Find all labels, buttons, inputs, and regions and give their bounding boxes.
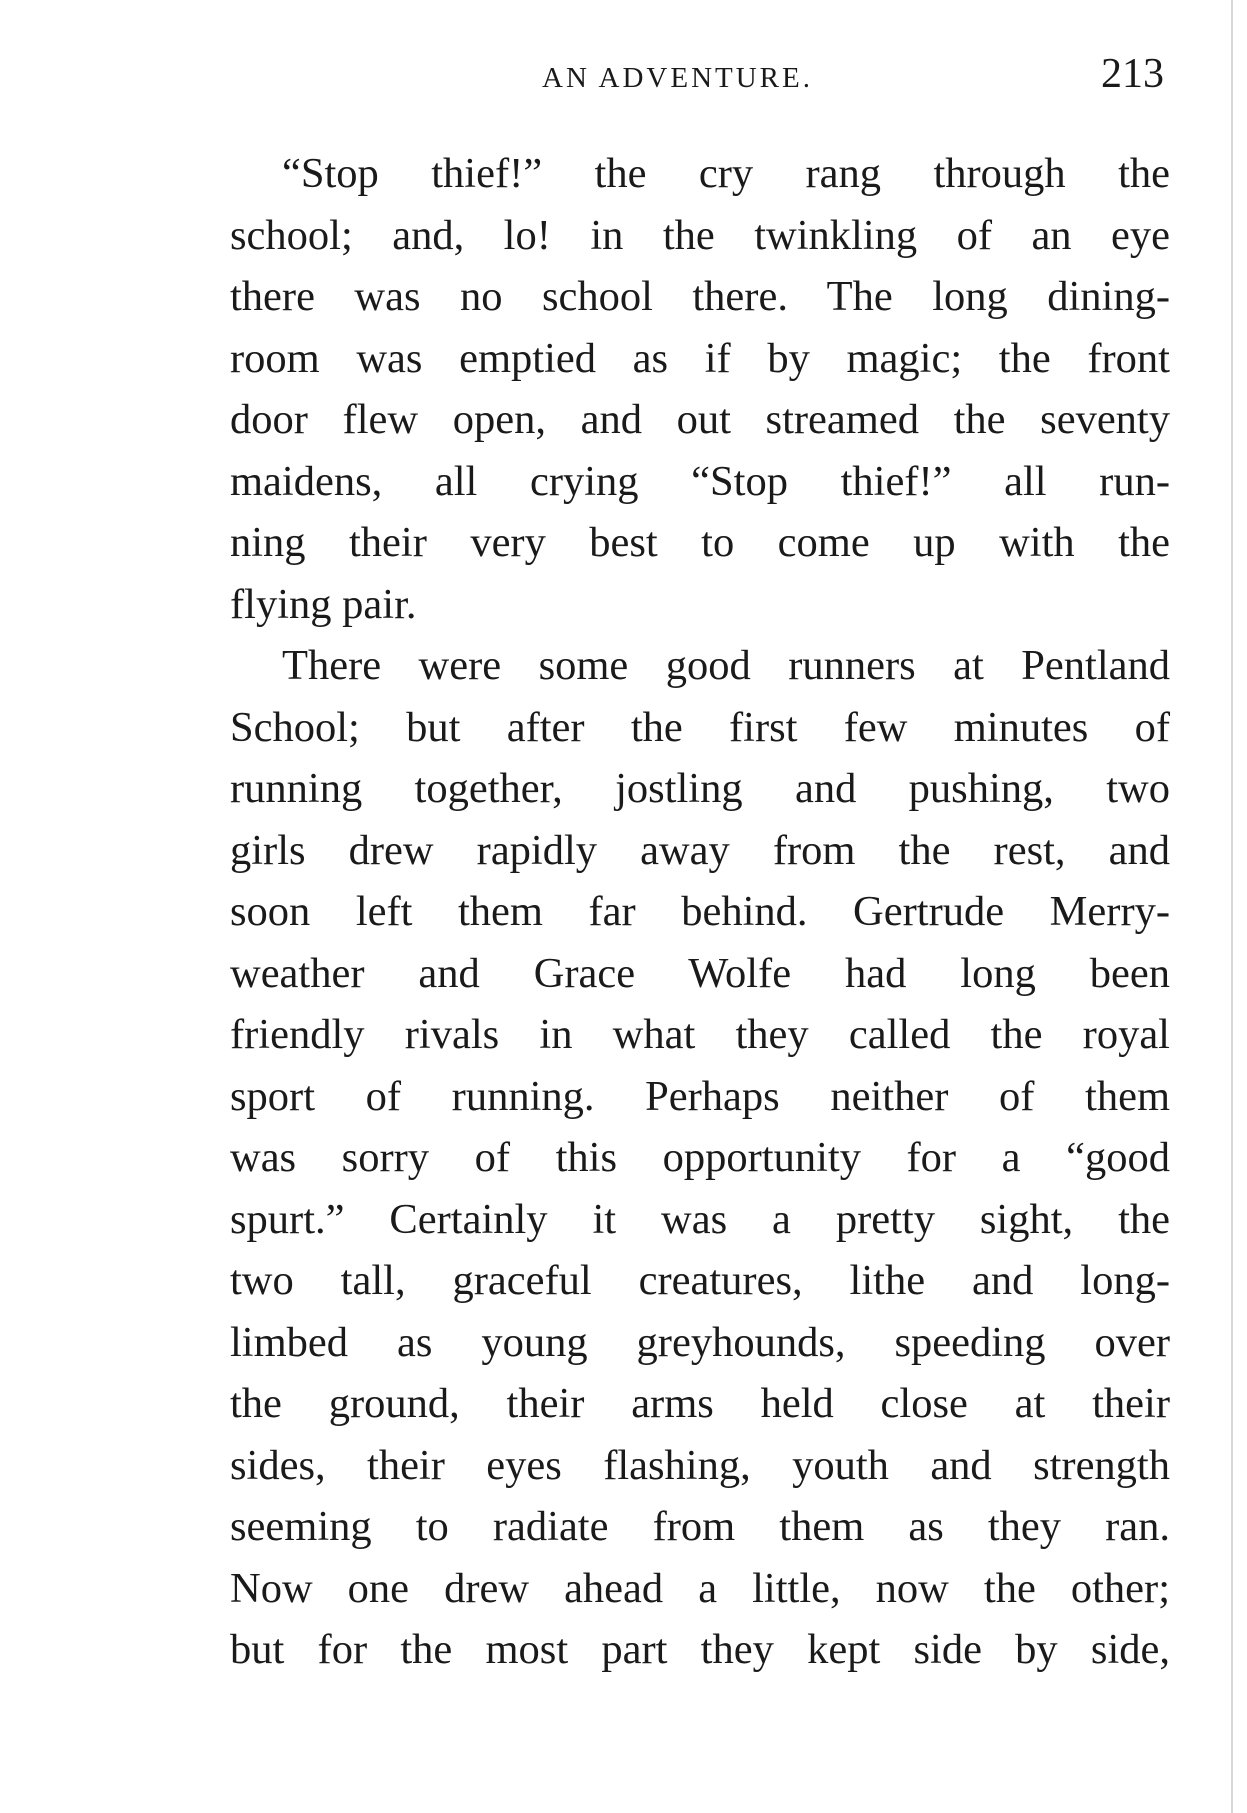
text-line: girls drew rapidly away from the rest, and <box>230 826 1170 874</box>
text-line: “Stop thief!” the cry rang through the <box>282 150 1170 197</box>
text-line: limbed as young greyhounds, speeding over <box>230 1318 1170 1366</box>
text-line: room was emptied as if by magic; the front <box>230 334 1170 382</box>
text-line: friendly rivals in what they called the royal <box>230 1011 1170 1058</box>
text-line: sport of running. Perhaps neither of them <box>230 1072 1170 1120</box>
text-line: running together, jostling and pushing, two <box>230 765 1170 812</box>
text-line: door flew open, and out streamed the seventy <box>230 396 1170 443</box>
text-line: soon left them far behind. Gertrude Merry- <box>230 888 1170 935</box>
text-line: maidens, all crying “Stop thief!” all run- <box>230 457 1170 505</box>
page-edge-line <box>1231 0 1233 1813</box>
text-line: seeming to radiate from them as they ran. <box>230 1503 1170 1550</box>
text-line: Now one drew ahead a little, now the other; <box>230 1564 1170 1612</box>
text-line: there was no school there. The long dining- <box>230 273 1170 320</box>
paragraph <box>230 143 1170 635</box>
text-line: flying pair. <box>230 580 417 628</box>
text-line: ning their very best to come up with the <box>230 519 1170 566</box>
text-line: school; and, lo! in the twinkling of an eye <box>230 211 1170 259</box>
text-line: School; but after the first few minutes of <box>230 703 1170 751</box>
text-line: but for the most part they kept side by side, <box>230 1626 1170 1673</box>
paragraph <box>230 635 1170 1681</box>
page-header <box>230 50 1170 110</box>
text-line: spurt.” Certainly it was a pretty sight, the <box>230 1195 1170 1243</box>
running-title: AN ADVENTURE. <box>542 62 813 94</box>
text-line: There were some good runners at Pentland <box>282 642 1170 689</box>
body-text <box>230 143 1170 1681</box>
text-line: was sorry of this opportunity for a “good <box>230 1134 1170 1181</box>
page-number: 213 <box>1101 51 1164 97</box>
text-line: two tall, graceful creatures, lithe and long- <box>230 1257 1170 1304</box>
text-line: sides, their eyes flashing, youth and strength <box>230 1441 1170 1489</box>
text-line: weather and Grace Wolfe had long been <box>230 949 1170 997</box>
text-line: the ground, their arms held close at their <box>230 1380 1170 1427</box>
